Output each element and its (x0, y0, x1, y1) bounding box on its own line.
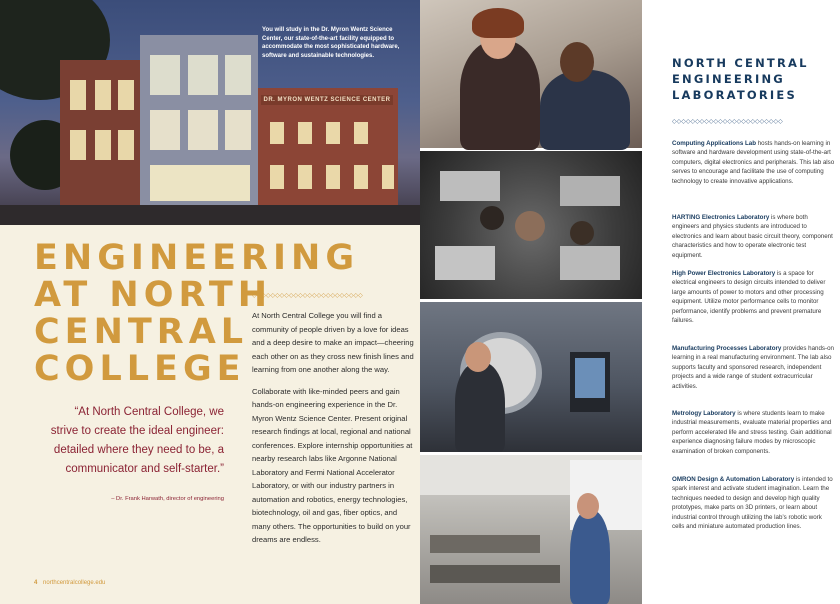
lab-entry (672, 409, 835, 456)
pull-quote: “At North Central College, we strive to create the ideal engineer: detailed where they need to be, a communicator and self-starter.” (50, 406, 224, 475)
title-line: ENGINEERING (34, 238, 360, 278)
lab-description: is a space for electrical engineers to design circuits intended to deliver large amounts of power to motors and other processing equipment. Utilize motor performance cells to monitor performance, identify problems and prevent premature failures. (672, 270, 826, 325)
labs-heading (672, 55, 809, 103)
lab-description: is where both engineers and physics students are introduced to electronics and learn about basic circuit theory, component characteristics and how to operate electronic test equipment. (672, 214, 833, 259)
body-paragraph: At North Central College you will find a community of people driven by a love for ideas and a deep desire to make an impact—cheering each other on as they cross new finish lines and learning from one another along the way. (252, 311, 414, 374)
title-line: COLLEGE (34, 349, 246, 389)
page-number: 4 (34, 580, 38, 586)
intro-body-text (252, 309, 417, 555)
lab-name: Metrology Laboratory (672, 410, 736, 417)
diamond-divider: ◇◇◇◇◇◇◇◇◇◇◇◇◇◇◇◇◇◇◇◇◇◇◇◇ (672, 119, 783, 125)
quote-attribution: – Dr. Frank Harwath, director of engineering (111, 496, 224, 502)
lab-name: HARTING Electronics Laboratory (672, 214, 770, 221)
lab-name: High Power Electronics Laboratory (672, 270, 776, 277)
lab-description: is where students learn to make industrial measurements, evaluate material properties and perform accelerated life and stress testing. Gain additional experience diagnosing failure modes by microscopic examination of broken components. (672, 410, 832, 455)
lab-name: OMRON Design & Automation Laboratory (672, 476, 795, 483)
right-page (642, 0, 840, 604)
lab-name: Computing Applications Lab (672, 140, 756, 147)
lab-entry (672, 269, 835, 325)
students-at-workstations-photo (420, 151, 642, 299)
lab-entry (672, 475, 835, 531)
footer-url: northcentralcollege.edu (43, 580, 106, 586)
photo-column (420, 0, 642, 604)
body-paragraph: Collaborate with like-minded peers and gain hands-on engineering experience in the Dr. Myron Wentz Science Center. Present original research findings at local, regional and national conferences. Explore internship opportunities at nearby research labs like Argonne National Laboratory and Fermi National Accelerator Laboratory, or with our industry partners in automation and robotics, energy technologies, biotechnology, oil and gas, fiber optics, and many others. The opportunities to build on your dreams are endless. (252, 386, 413, 544)
lab-name: Manufacturing Processes Laboratory (672, 345, 782, 352)
building-sign: DR. MYRON WENTZ SCIENCE CENTER (261, 95, 393, 105)
lab-entry (672, 139, 835, 186)
lab-entry (672, 344, 835, 391)
labs-heading-line: LABORATORIES (672, 88, 797, 102)
labs-heading-line: ENGINEERING (672, 72, 785, 86)
title-line: AT NORTH (34, 275, 273, 315)
photo-caption: You will study in the Dr. Myron Wentz Science Center, our state-of-the-art facility equipped to accommodate the most sophisticated hardware, software and sustainable technologies. (262, 27, 400, 59)
page-footer (34, 580, 105, 586)
title-line: CENTRAL (34, 312, 249, 352)
diamond-divider: ◇◇◇◇◇◇◇◇◇◇◇◇◇◇◇◇◇◇◇◇◇◇◇◇ (252, 293, 363, 299)
labs-heading-line: NORTH CENTRAL (672, 56, 809, 70)
instructor-and-student-photo (420, 0, 642, 148)
classroom-lecture-photo (420, 455, 642, 604)
lab-equipment-photo (420, 302, 642, 452)
science-center-building-photo (0, 0, 420, 225)
lab-entry (672, 213, 835, 260)
lab-description: provides hands-on learning in a real manufacturing environment. The lab also supports faculty and sponsored research, independent projects and a wide range of student extracurricular activities. (672, 345, 834, 390)
lab-description: is intended to spark interest and activate student imagination. Learn the techniques needed to design and develop high quality prototypes, make parts on 3D printers, or learn about industrial control through utilizing the lab’s robotic work cells and miniature automated production lines. (672, 476, 833, 531)
lab-description: hosts hands-on learning in software and hardware development using state-of-the-art computers, digital electronics and peripherals. This lab also serves to encourage and facilitate the use of computing technology to create innovative applications. (672, 140, 835, 185)
